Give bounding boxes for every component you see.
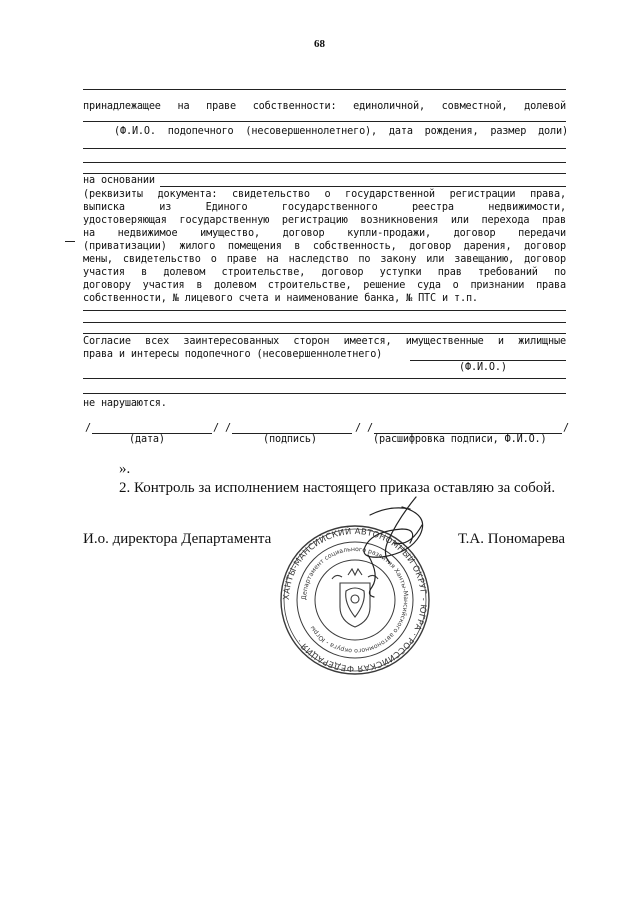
basis-line: (реквизиты документа: свидетельство о государственной регистрации права, — [83, 189, 566, 200]
blank-line — [83, 310, 566, 311]
basis-line: договору участия в долевом строительстве, решение суда о признании права — [83, 280, 566, 291]
fio-fill-line — [410, 360, 566, 361]
fio-caption: (Ф.И.О.) — [459, 362, 507, 373]
ownership-caption: (Ф.И.О. подопечного (несовершеннолетнего), дата рождения, размер доли) — [114, 126, 568, 137]
seal-inner-text: Департамент социального развития Ханты-Мансийского автономного округа - Югры — [300, 545, 410, 655]
slash-mark: / — [85, 423, 91, 434]
official-seal — [270, 495, 440, 675]
decode-caption: (расшифровка подписи, Ф.И.О.) — [373, 434, 547, 445]
signature-caption: (подпись) — [263, 434, 317, 445]
blank-line — [83, 173, 566, 174]
basis-line: (приватизации) жилого помещения в собственность, договор дарения, договор — [83, 241, 566, 252]
seal-outer-text: ХАНТЫ-МАНСИЙСКИЙ АВТОНОМНЫЙ ОКРУГ - ЮГРА · РОССИЙСКАЯ ФЕДЕРАЦИЯ · — [280, 525, 430, 675]
blank-line — [83, 378, 566, 379]
basis-line: участия в долевом строительстве, договор уступки прав требований по — [83, 267, 566, 278]
margin-tick — [65, 241, 75, 242]
blank-line — [83, 393, 566, 394]
slash-mark: / — [367, 423, 373, 434]
blank-line — [83, 148, 566, 149]
consent-text: права и интересы подопечного (несовершеннолетнего) — [83, 349, 383, 360]
item-2-text: 2. Контроль за исполнением настоящего приказа оставляю за собой. — [119, 480, 556, 496]
signatory-name: Т.А. Пономарева — [458, 531, 566, 547]
ownership-text: принадлежащее на праве собственности: единоличной, совместной, долевой — [83, 101, 566, 112]
slash-mark: / — [355, 423, 361, 434]
blank-line — [83, 162, 566, 163]
basis-line: собственности, № лицевого счета и наименование банка, № ПТС и т.п. — [83, 293, 478, 304]
basis-line: на недвижимое имущество, договор купли-продажи, договор передачи — [83, 228, 566, 239]
slash-mark: / — [225, 423, 231, 434]
closing-quote: ». — [119, 461, 131, 477]
slash-mark: / — [213, 423, 219, 434]
slash-mark: / — [563, 423, 569, 434]
date-caption: (дата) — [129, 434, 165, 445]
svg-text:Департамент социального развит — [301, 546, 409, 654]
basis-line: удостоверяющая государственную регистрацию возникновения или перехода прав — [83, 215, 566, 226]
blank-line — [83, 322, 566, 323]
page-number: 68 — [314, 38, 325, 50]
coat-of-arms-icon — [332, 569, 378, 627]
basis-label: на основании — [83, 175, 155, 186]
consent-text: Согласие всех заинтересованных сторон имеется, имущественные и жилищные — [83, 336, 566, 347]
blank-line — [83, 121, 566, 122]
basis-fill-line — [160, 186, 566, 187]
basis-line: выписка из Единого государственного реестра недвижимости, — [83, 202, 566, 213]
blank-line — [83, 89, 566, 90]
signatory-title: И.о. директора Департамента — [83, 531, 272, 547]
basis-line: мены, свидетельство о праве на наследство по закону или завещанию, договор — [83, 254, 566, 265]
blank-line — [83, 333, 566, 334]
not-violated-text: не нарушаются. — [83, 398, 167, 409]
